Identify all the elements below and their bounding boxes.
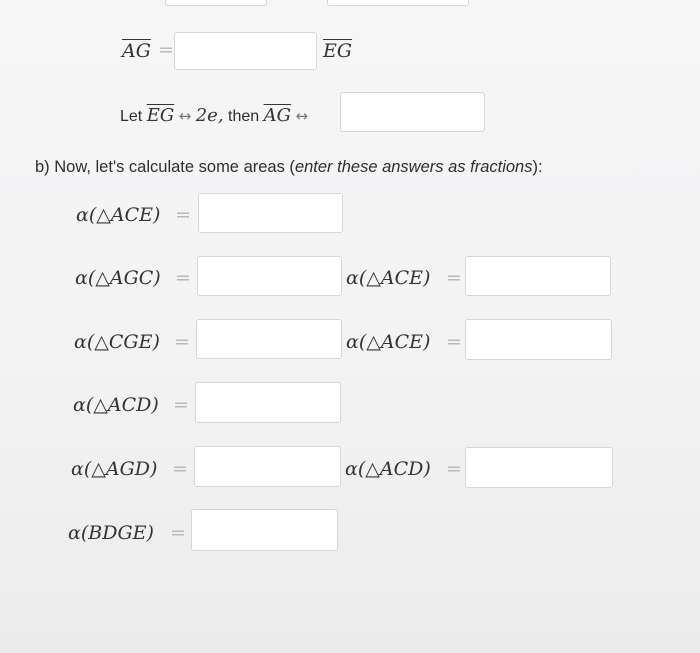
ratio-cge-ace-label: α(△ACE) [346, 331, 431, 353]
let-statement [120, 105, 308, 128]
let-word: Let [120, 108, 143, 125]
ag-segment-label [122, 40, 151, 62]
area-agd-input[interactable] [194, 446, 341, 487]
eg-overline-text: $\overline{EG}$ [323, 40, 353, 62]
eg-symbol: $\overline{EG}$ [146, 105, 175, 126]
area-cge-input[interactable] [196, 319, 342, 359]
area-agc-equals: = [175, 267, 191, 289]
area-agd-equals: = [172, 458, 188, 480]
area-agd-label: α(△AGD) [71, 458, 158, 480]
ag-answer-input[interactable] [340, 92, 485, 132]
area-ace-equals: = [175, 204, 191, 226]
ratio-agd-acd-equals: = [446, 458, 462, 480]
area-ace-input[interactable] [198, 193, 343, 233]
area-agc-input[interactable] [197, 256, 342, 296]
double-arrow-icon-2: ↔ [295, 107, 309, 125]
double-arrow-icon: ↔ [178, 107, 192, 125]
top-answer-box-right[interactable] [327, 0, 469, 6]
ag-symbol: $\overline{AG}$ [263, 105, 291, 126]
ag-overline-text: $\overline{AG}$ [122, 40, 151, 62]
area-bdge-label: α(BDGE) [68, 522, 154, 544]
area-acd-label: α(△ACD) [73, 394, 159, 416]
ratio-agd-acd-input[interactable] [465, 447, 613, 488]
then-word: then [228, 108, 260, 125]
ratio-cge-ace-input[interactable] [465, 319, 612, 360]
ratio-agc-ace-input[interactable] [465, 256, 611, 296]
ratio-cge-ace-equals: = [446, 331, 462, 353]
area-cge-label: α(△CGE) [74, 331, 160, 353]
section-b-instruction [35, 158, 543, 177]
area-acd-input[interactable] [195, 382, 341, 423]
ratio-equals-sign: = [158, 39, 174, 61]
top-answer-box-left[interactable] [165, 0, 267, 6]
instruction-prefix: b) Now, let's calculate some areas ( [35, 158, 295, 176]
ratio-agc-ace-equals: = [446, 267, 462, 289]
area-cge-equals: = [174, 331, 190, 353]
eg-value: 2e, [195, 105, 224, 126]
ratio-agd-acd-label: α(△ACD) [345, 458, 431, 480]
area-bdge-equals: = [170, 522, 186, 544]
instruction-suffix: ): [532, 158, 543, 176]
area-agc-label: α(△AGC) [75, 267, 161, 289]
area-acd-equals: = [173, 394, 189, 416]
eg-segment-label [323, 40, 352, 62]
ratio-answer-input[interactable] [174, 32, 317, 70]
instruction-italic: enter these answers as fractions [294, 158, 533, 176]
area-bdge-input[interactable] [191, 509, 338, 551]
ratio-agc-ace-label: α(△ACE) [346, 267, 431, 289]
area-ace-label: α(△ACE) [76, 204, 161, 226]
